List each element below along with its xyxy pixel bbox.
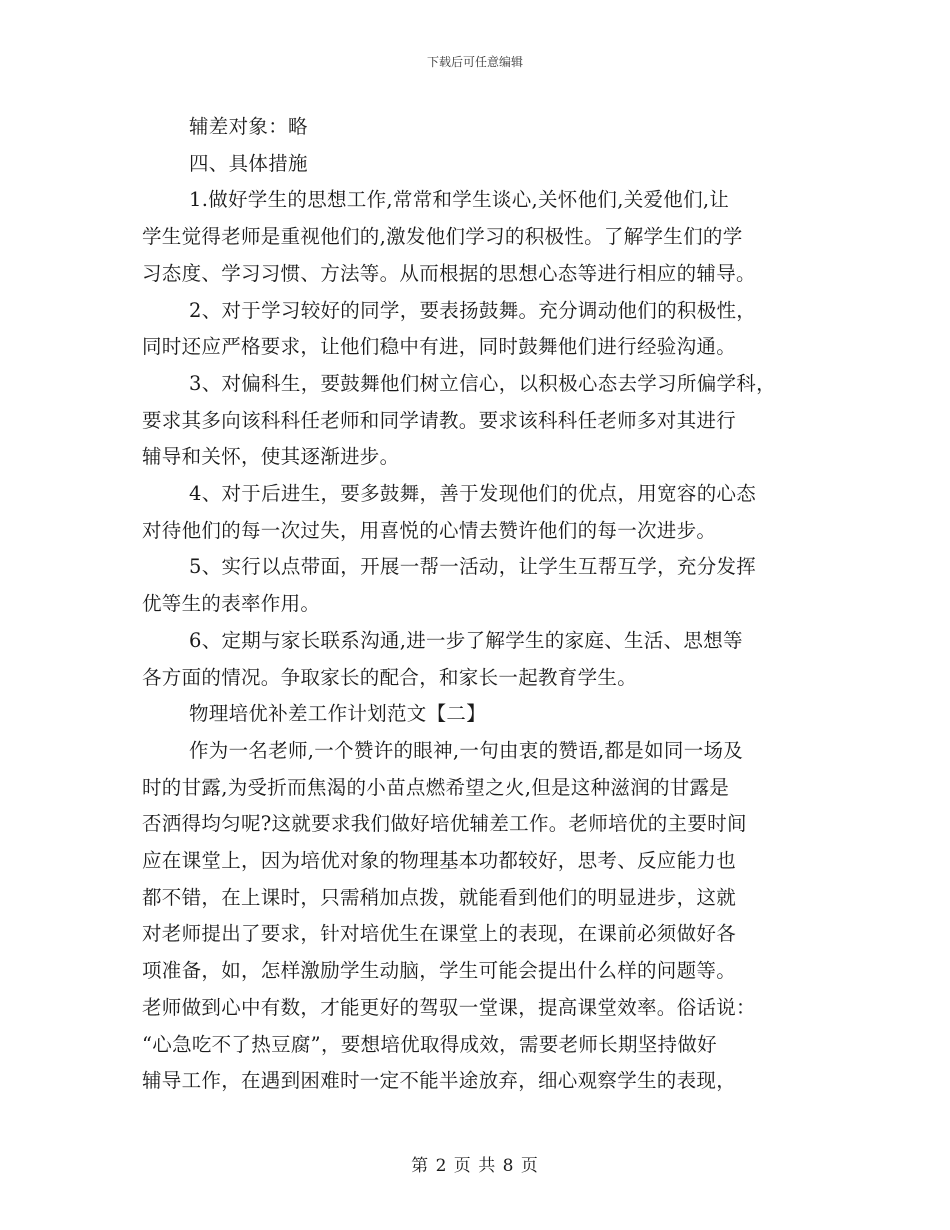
text-line: 学生觉得老师是重视他们的,激发他们学习的积极性。了解学生们的学 xyxy=(142,225,743,249)
text-line: 应在课堂上，因为培优对象的物理基本功都较好，思考、反应能力也 xyxy=(142,849,737,873)
text-line: 物理培优补差工作计划范文【二】 xyxy=(189,702,487,726)
text-line: 项准备，如，怎样激励学生动脑，学生可能会提出什么样的问题等。 xyxy=(142,959,737,983)
text-line: 2、对于学习较好的同学，要表扬鼓舞。充分调动他们的积极性， xyxy=(189,298,757,322)
text-line: “心急吃不了热豆腐”，要想培优取得成效，需要老师长期坚持做好 xyxy=(142,1032,717,1056)
text-line: 都不错，在上课时，只需稍加点拨，就能看到他们的明显进步，这就 xyxy=(142,885,737,909)
page-header: 下载后可任意编辑 xyxy=(426,55,523,69)
text-line: 辅差对象：略 xyxy=(189,115,308,138)
document-body xyxy=(142,109,832,1100)
text-line: 作为一名老师,一个赞许的眼神,一句由衷的赞语,都是如同一场及 xyxy=(189,738,744,762)
text-line: 要求其多向该科科任老师和同学请教。要求该科科任老师多对其进行 xyxy=(142,408,737,432)
text-line: 辅导和关怀，使其逐渐进步。 xyxy=(142,445,400,469)
page-footer: 第 2 页 共 8 页 xyxy=(411,1156,539,1176)
text-line: 否洒得均匀呢?这就要求我们做好培优辅差工作。老师培优的主要时间 xyxy=(142,812,747,836)
text-line: 辅导工作，在遇到困难时一定不能半途放弃，细心观察学生的表现， xyxy=(142,1069,737,1093)
text-line: 习态度、学习习惯、方法等。从而根据的思想心态等进行相应的辅导。 xyxy=(142,261,756,285)
text-line: 1.做好学生的思想工作,常常和学生谈心,关怀他们,关爱他们,让 xyxy=(189,188,730,212)
text-line: 优等生的表率作用。 xyxy=(142,592,321,616)
text-line: 对老师提出了要求，针对培优生在课堂上的表现，在课前必须做好各 xyxy=(142,922,737,946)
text-line: 3、对偏科生，要鼓舞他们树立信心，以积极心态去学习所偏学科， xyxy=(189,371,776,395)
text-line: 4、对于后进生，要多鼓舞，善于发现他们的优点，用宽容的心态 xyxy=(189,482,757,506)
text-line: 老师做到心中有数，才能更好的驾驭一堂课，提高课堂效率。俗话说： xyxy=(142,995,756,1019)
text-line: 5、实行以点带面，开展一帮一活动，让学生互帮互学，充分发挥 xyxy=(189,555,757,579)
text-line: 对待他们的每一次过失，用喜悦的心情去赞许他们的每一次进步。 xyxy=(142,518,717,542)
text-line: 6、定期与家长联系沟通,进一步了解学生的家庭、生活、思想等 xyxy=(189,628,743,652)
text-line: 同时还应严格要求，让他们稳中有进，同时鼓舞他们进行经验沟通。 xyxy=(142,335,737,359)
text-line: 各方面的情况。争取家长的配合，和家长一起教育学生。 xyxy=(142,665,638,689)
text-line: 四、具体措施 xyxy=(189,151,308,175)
text-line: 时的甘露,为受折而焦渴的小苗点燃希望之火,但是这种滋润的甘露是 xyxy=(142,775,730,799)
